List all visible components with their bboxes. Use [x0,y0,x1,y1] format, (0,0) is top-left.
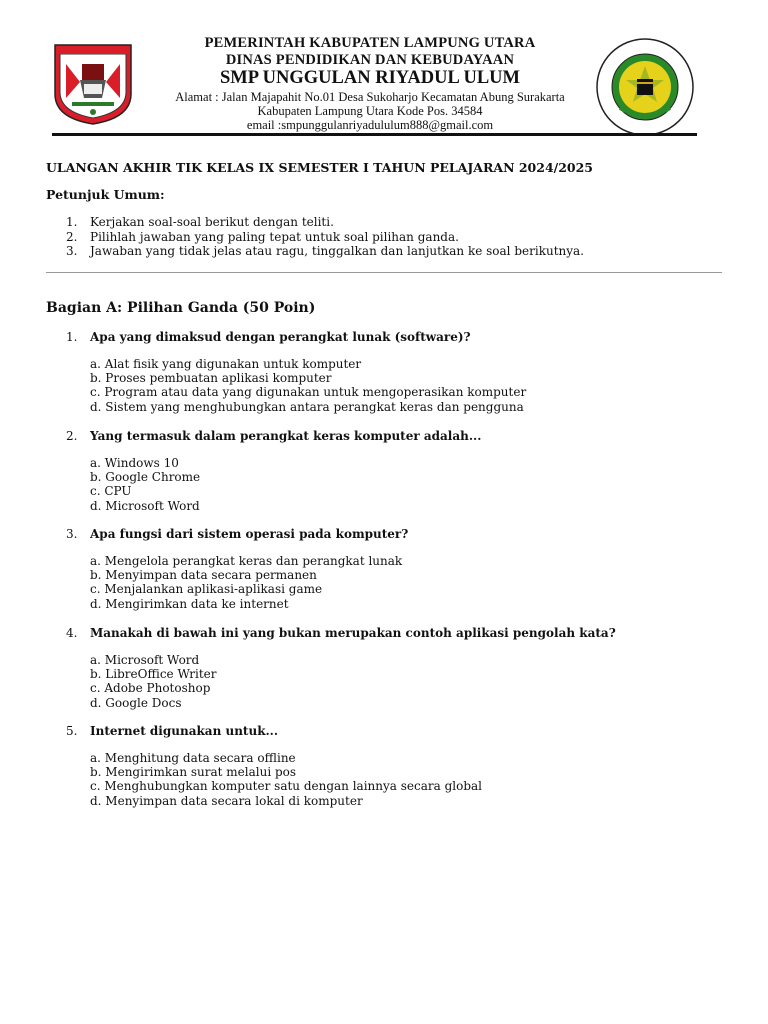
question-text: 2. Yang termasuk dalam perangkat keras komputer adalah... [66,429,482,443]
question-text: 4. Manakah di bawah ini yang bukan merupakan contoh aplikasi pengolah kata? [66,626,616,640]
letterhead-text [150,35,590,133]
regency-emblem [52,42,134,126]
answer-option: b. Menyimpan data secara permanen [90,568,317,583]
question-3 [66,527,408,611]
question-5 [66,724,482,808]
answer-option: b. Proses pembuatan aplikasi komputer [90,371,332,386]
answer-options [90,456,481,513]
answer-options [90,653,616,710]
answer-options [90,554,408,611]
answer-option: b. LibreOffice Writer [90,667,217,682]
answer-option: c. Menghubungkan komputer satu dengan lainnya secara global [90,779,483,794]
instruction-item: 3. Jawaban yang tidak jelas atau ragu, tinggalkan dan lanjutkan ke soal berikutnya. [66,244,584,258]
answer-option: d. Mengirimkan data ke internet [90,596,289,611]
school-name: SMP UNGGULAN RIYADUL ULUM [220,68,520,89]
answer-option: b. Mengirimkan surat melalui pos [90,765,297,780]
answer-option: c. CPU [90,484,132,499]
answer-option: d. Menyimpan data secara lokal di komputer [90,793,363,808]
answer-option: a. Windows 10 [90,456,179,470]
answer-option: b. Google Chrome [90,470,201,485]
answer-option: d. Sistem yang menghubungkan antara perangkat keras dan pengguna [90,399,524,414]
answer-option: a. Mengelola perangkat keras dan perangkat lunak [90,554,403,568]
section-title: Bagian A: Pilihan Ganda (50 Poin) [46,300,316,316]
answer-option: c. Adobe Photoshop [90,681,211,696]
school-logo [592,36,698,138]
government-name: PEMERINTAH KABUPATEN LAMPUNG UTARA [204,35,536,51]
section-divider [46,272,722,273]
answer-option: a. Menghitung data secara offline [90,751,296,765]
instructions-heading: Petunjuk Umum: [46,187,165,202]
exam-title: ULANGAN AKHIR TIK KELAS IX SEMESTER I TAHUN PELAJARAN 2024/2025 [46,160,594,175]
question-2 [66,429,481,513]
school-regency: Kabupaten Lampung Utara Kode Pos. 34584 [257,103,483,118]
letterhead-divider [52,133,697,136]
instruction-item: 2. Pilihlah jawaban yang paling tepat untuk soal pilihan ganda. [66,229,459,244]
answer-option: c. Program atau data yang digunakan untuk mengoperasikan komputer [90,385,527,400]
answer-options [90,357,526,414]
question-4 [66,626,616,710]
answer-option: d. Microsoft Word [90,498,200,513]
letterhead [0,30,768,140]
school-address: Alamat : Jalan Majapahit No.01 Desa Sukoharjo Kecamatan Abung Surakarta [175,89,565,104]
answer-option: d. Google Docs [90,695,182,710]
question-text: 5. Internet digunakan untuk... [66,724,279,738]
question-text: 1. Apa yang dimaksud dengan perangkat lunak (software)? [66,330,471,344]
question-1 [66,330,526,414]
answer-options [90,751,482,808]
answer-option: a. Microsoft Word [90,653,200,667]
department-name: DINAS PENDIDIKAN DAN KEBUDAYAAN [225,51,515,68]
question-text: 3. Apa fungsi dari sistem operasi pada komputer? [66,527,409,541]
school-email: email :smpunggulanriyadululum888@gmail.com [246,118,494,133]
instructions-list [66,215,584,259]
answer-option: a. Alat fisik yang digunakan untuk komputer [90,357,362,371]
instruction-item: 1. Kerjakan soal-soal berikut dengan teliti. [66,215,334,229]
answer-option: c. Menjalankan aplikasi-aplikasi game [90,582,323,597]
